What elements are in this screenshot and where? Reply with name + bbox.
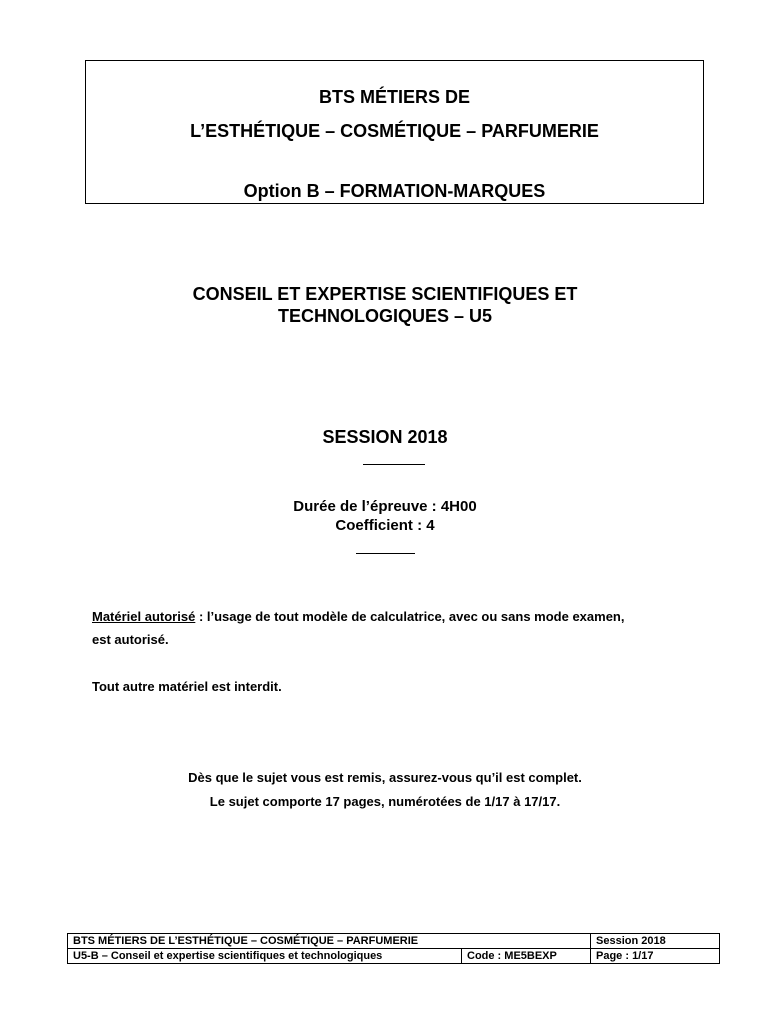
footer-row (68, 934, 720, 949)
header-box (85, 60, 704, 204)
notice-line2: Le sujet comporte 17 pages, numérotées de 1/17 à 17/17. (209, 794, 561, 809)
notice-line1: Dès que le sujet vous est remis, assurez-vous qu’il est complet. (188, 770, 582, 785)
footer-cell-session: Session 2018 (591, 934, 720, 949)
footer-cell-title: BTS MÉTIERS DE L’ESTHÉTIQUE – COSMÉTIQUE – PARFUMERIE (68, 934, 591, 949)
material-line2: est autorisé. (92, 632, 169, 647)
material-label: Matériel autorisé (92, 609, 196, 624)
subject-title-line2: TECHNOLOGIQUES – U5 (277, 306, 493, 326)
footer-table (67, 933, 720, 964)
header-title-line1: BTS MÉTIERS DE (318, 87, 470, 107)
material-line1 (92, 609, 624, 625)
material-forbidden: Tout autre matériel est interdit. (92, 679, 282, 694)
material-text: : l’usage de tout modèle de calculatrice, avec ou sans mode examen, (195, 609, 625, 624)
exam-duration: Durée de l’épreuve : 4H00 (293, 498, 477, 515)
exam-coefficient: Coefficient : 4 (335, 517, 435, 534)
header-option: Option B – FORMATION-MARQUES (243, 181, 546, 201)
subject-title-line1: CONSEIL ET EXPERTISE SCIENTIFIQUES ET (192, 284, 578, 304)
session-title: SESSION 2018 (322, 427, 448, 447)
footer-cell-page: Page : 1/17 (591, 949, 720, 964)
header-title-line2: L’ESTHÉTIQUE – COSMÉTIQUE – PARFUMERIE (190, 121, 599, 141)
footer-cell-code: Code : ME5BEXP (462, 949, 591, 964)
exam-divider (356, 553, 415, 554)
footer-cell-subject: U5-B – Conseil et expertise scientifiques et technologiques (68, 949, 462, 964)
footer-row (68, 949, 720, 964)
session-divider (363, 464, 425, 465)
